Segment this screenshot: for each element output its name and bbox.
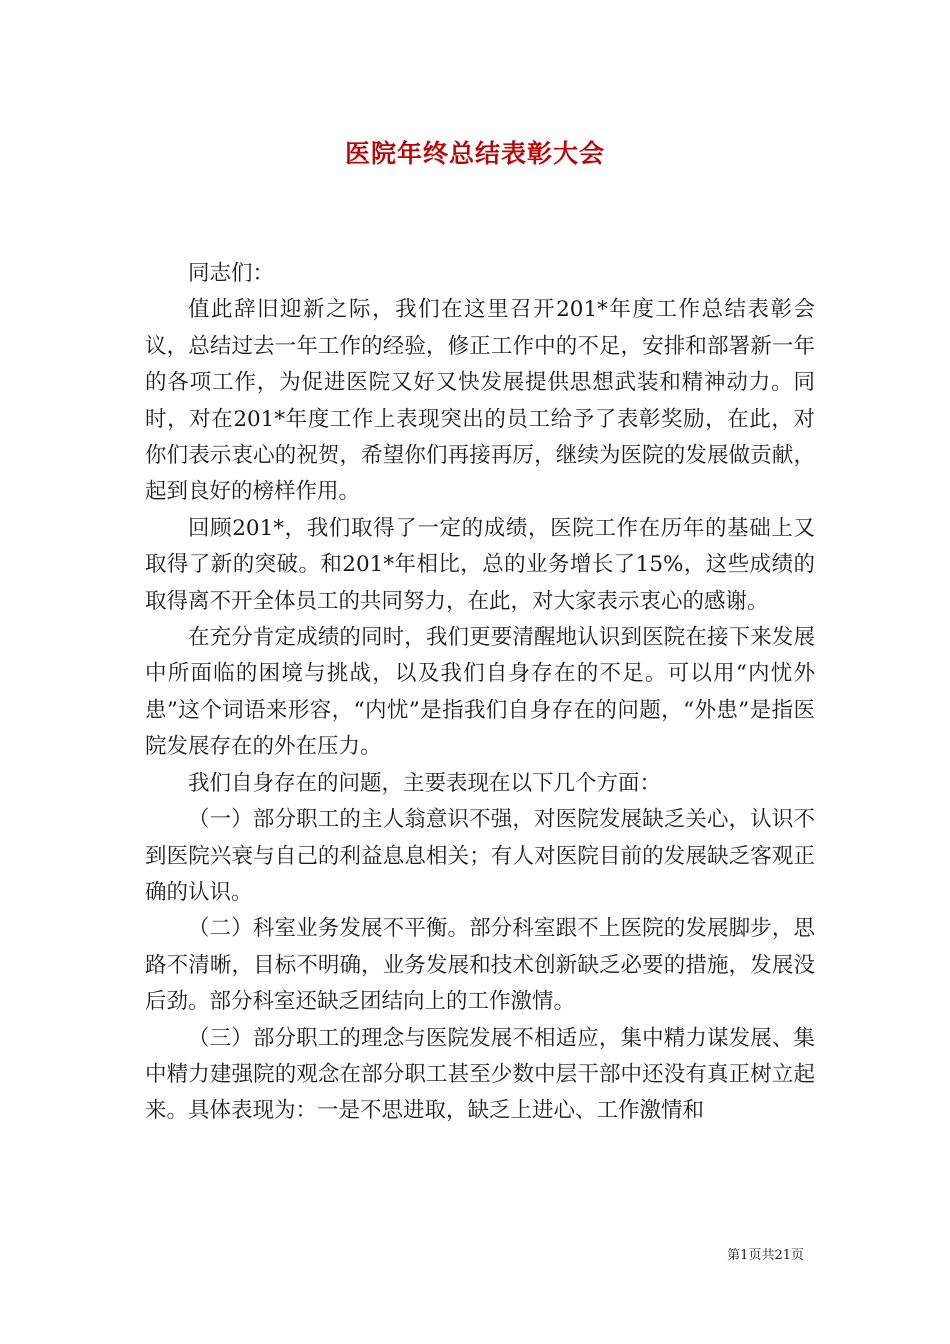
- page-number-footer: 第1页共21页: [727, 1248, 804, 1263]
- paragraph: （一）部分职工的主人翁意识不强，对医院发展缺乏关心，认识不到医院兴衰与自己的利益息息相关；有人对医院目前的发展缺乏客观正确的认识。: [145, 807, 815, 905]
- paragraph: （三）部分职工的理念与医院发展不相适应，集中精力谋发展、集中精力建强院的观念在部分职工甚至少数中层干部中还没有真正树立起来。具体表现为：一是不思进取，缺乏上进心、工作激情和: [145, 1025, 815, 1124]
- paragraph: 我们自身存在的问题，主要表现在以下几个方面：: [188, 770, 662, 796]
- paragraph: 值此辞旧迎新之际，我们在这里召开201*年度工作总结表彰会议，总结过去一年工作的经验，修正工作中的不足，安排和部署新一年的各项工作，为促进医院又好又快发展提供思想武装和精神动力。同时，对在201*年度工作上表现突出的员工给予了表彰奖励，在此，对你们表示衷心的祝贺，希望你们再接再厉，继续为医院的发展做贡献，起到良好的榜样作用。: [145, 297, 815, 505]
- paragraph: （二）科室业务发展不平衡。部分科室跟不上医院的发展脚步，思路不清晰，目标不明确，业务发展和技术创新缺乏必要的措施，发展没后劲。部分科室还缺乏团结向上的工作激情。: [145, 916, 815, 1015]
- document-body: [145, 256, 815, 1130]
- salutation: 同志们：: [188, 261, 275, 286]
- paragraph: 回顾201*，我们取得了一定的成绩，医院工作在历年的基础上又取得了新的突破。和201*年相比，总的业务增长了15%，这些成绩的取得离不开全体员工的共同努力，在此，对大家表示衷心的感谢。: [145, 515, 815, 614]
- document-title: 医院年终总结表彰大会: [344, 139, 605, 168]
- paragraph: 在充分肯定成绩的同时，我们更要清醒地认识到医院在接下来发展中所面临的困境与挑战，以及我们自身存在的不足。可以用“内忧外患”这个词语来形容，“内忧”是指我们自身存在的问题，“外患”是指医院发展存在的外在压力。: [145, 625, 815, 760]
